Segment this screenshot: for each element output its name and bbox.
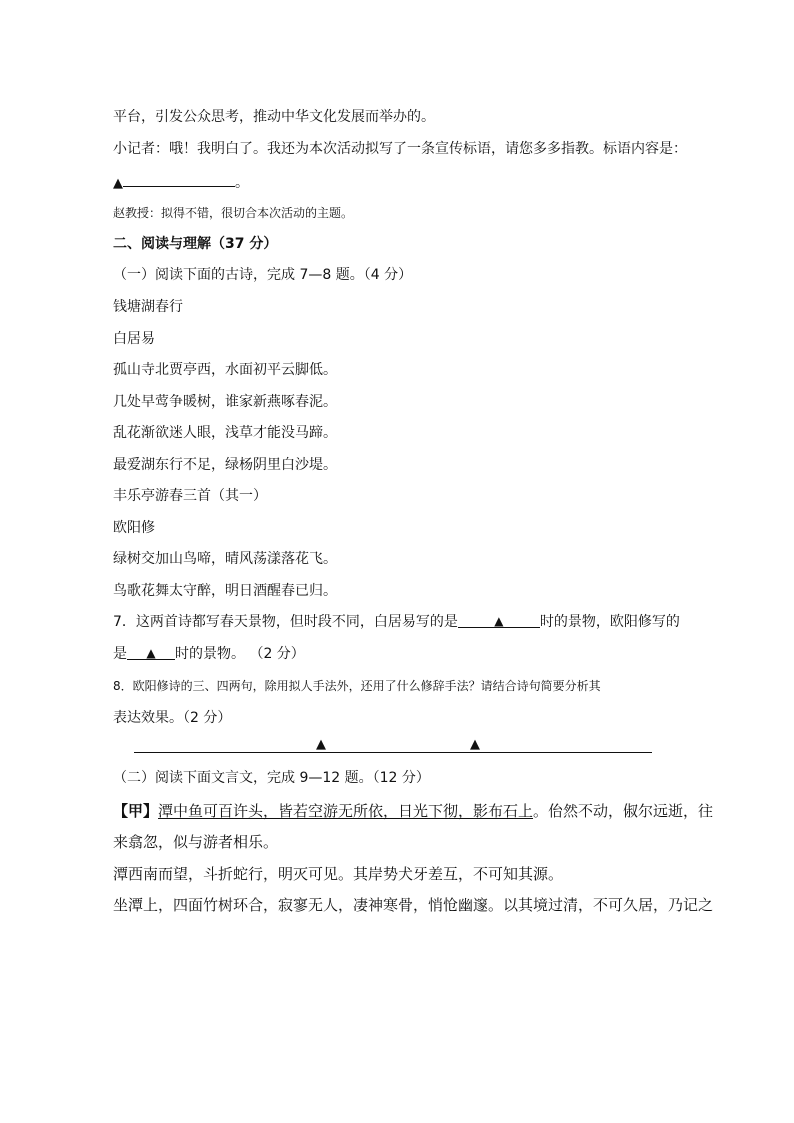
text-fragment: 7．这两首诗都写春天景物，但时段不同，白居易写的是 xyxy=(113,614,458,630)
section-heading: 二、阅读与理解（37 分） xyxy=(113,236,278,252)
text-fragment: 是 xyxy=(113,646,127,662)
text-line: 平台，引发公众思考，推动中华文化发展而举办的。 xyxy=(113,109,435,125)
question-8: 8．欧阳修诗的三、四两句，除用拟人手法外，还用了什么修辞手法？请结合诗句简要分析其 xyxy=(113,679,601,693)
poem-author: 欧阳修 xyxy=(113,520,155,536)
question-7-continued xyxy=(113,645,305,663)
excerpt-label: 【甲】 xyxy=(113,802,159,820)
poem-line: 最爱湖东行不足，绿杨阴里白沙堤。 xyxy=(113,457,337,473)
classical-text-line: 坐潭上，四面竹树环合，寂寥无人，凄神寒骨，悄怆幽邃。以其境过清，不可久居，乃记之 xyxy=(113,896,714,914)
text-fragment: 时的景物。 （2 分） xyxy=(175,646,305,662)
poem-line: 绿树交加山鸟啼，晴风荡漾落花飞。 xyxy=(113,551,337,567)
poem-line: 乱花渐欲迷人眼，浅草才能没马蹄。 xyxy=(113,425,337,441)
text-fragment: 。 xyxy=(235,175,249,191)
text-line: 赵教授：拟得不错，很切合本次活动的主题。 xyxy=(113,206,354,220)
answer-blank xyxy=(458,613,540,628)
subsection-heading: （二）阅读下面文言文，完成 9—12 题。（12 分） xyxy=(113,770,430,786)
text-fragment: 时的景物，欧阳修写的 xyxy=(539,614,680,630)
answer-triangle-mark: ▲ xyxy=(146,646,156,660)
classical-text-paragraph xyxy=(113,802,713,820)
question-7 xyxy=(113,613,680,631)
poem-author: 白居易 xyxy=(113,331,155,347)
poem-title: 钱塘湖春行 xyxy=(113,299,183,315)
underlined-sentence: 潭中鱼可百许头，皆若空游无所依，日光下彻，影布石上 xyxy=(158,802,534,820)
answer-triangle-mark: ▲ xyxy=(494,614,504,628)
text-line: 小记者：哦！我明白了。我还为本次活动拟写了一条宣传标语，请您多多指教。标语内容是： xyxy=(113,141,687,157)
classical-text-line: 潭西南而望，斗折蛇行，明灭可见。其岸势犬牙差互，不可知其源。 xyxy=(113,865,564,883)
question-8-continued: 表达效果。（2 分） xyxy=(113,710,232,726)
slogan-answer-line xyxy=(113,172,249,193)
poem-title: 丰乐亭游春三首（其一） xyxy=(113,488,267,504)
classical-text-line: 来翕忽，似与游者相乐。 xyxy=(113,833,279,851)
subsection-heading: （一）阅读下面的古诗，完成 7—8 题。（4 分） xyxy=(113,267,413,283)
answer-triangle-mark: ▲ xyxy=(470,737,480,752)
answer-blank xyxy=(127,645,175,660)
poem-line: 孤山寺北贾亭西，水面初平云脚低。 xyxy=(113,362,337,378)
answer-triangle-mark: ▲ xyxy=(316,737,326,752)
poem-line: 鸟歌花舞太守醉，明日酒醒春已归。 xyxy=(113,583,337,599)
answer-blank xyxy=(123,172,235,187)
answer-line xyxy=(134,752,652,753)
text-fragment: 。佁然不动，俶尔远逝，往 xyxy=(533,802,714,820)
poem-line: 几处早莺争暖树，谁家新燕啄春泥。 xyxy=(113,394,337,410)
answer-triangle-mark: ▲ xyxy=(113,176,123,191)
